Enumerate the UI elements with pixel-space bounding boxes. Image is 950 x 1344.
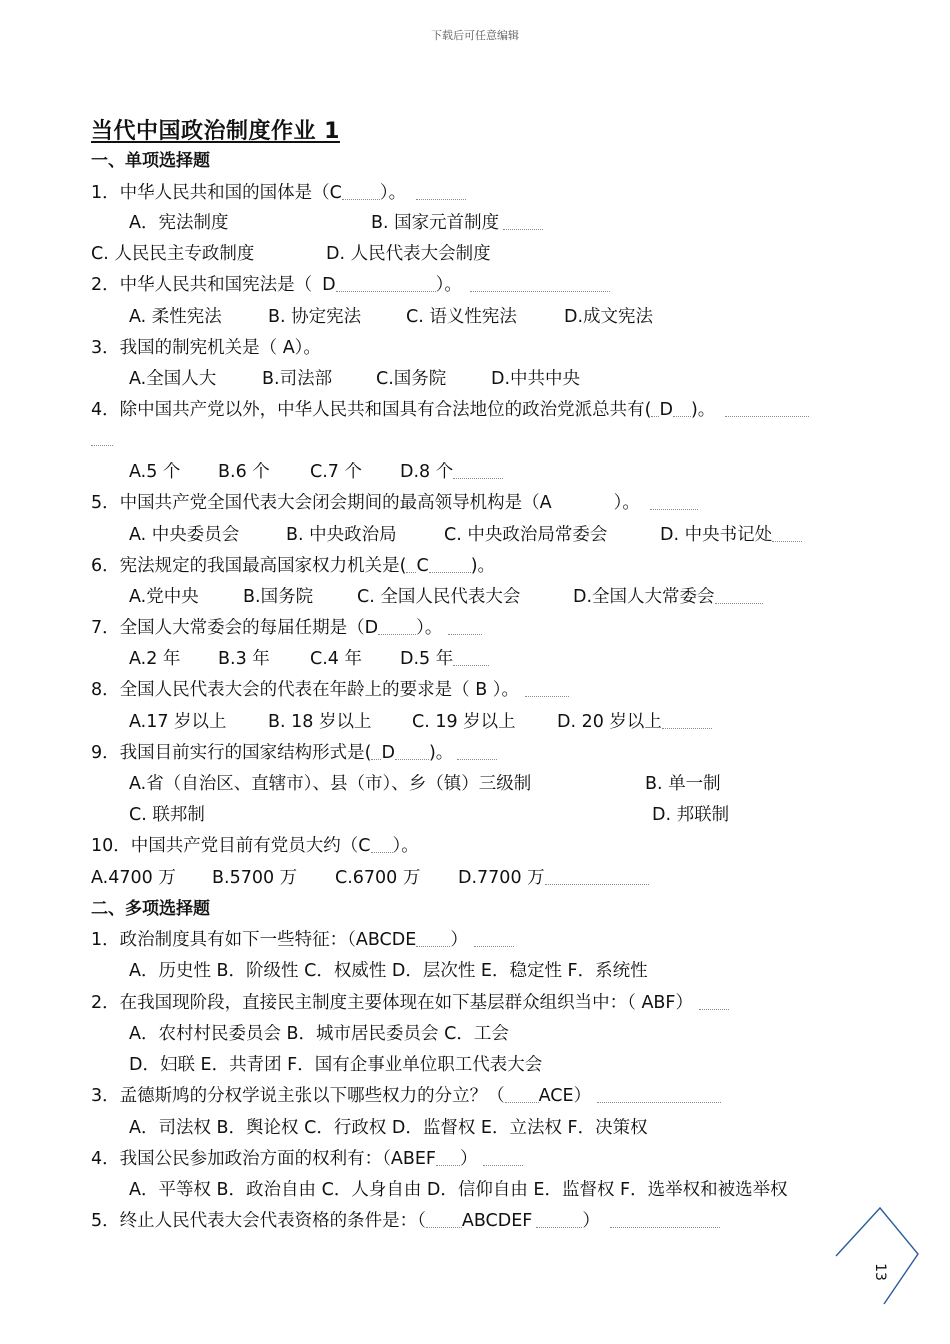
options-line: A．农村村民委员会 B．城市居民委员会 C．工会 bbox=[129, 1024, 509, 1044]
answer: C bbox=[329, 183, 342, 203]
option: B. 协定宪法 bbox=[268, 307, 362, 327]
answer: C bbox=[358, 836, 371, 856]
option: C.国务院 bbox=[376, 369, 447, 389]
answer: D bbox=[364, 618, 379, 638]
option: A.党中央 bbox=[129, 587, 199, 607]
option: A.全国人大 bbox=[129, 369, 217, 389]
question-9: 9．我国目前实行的国家结构形式是( D )。 bbox=[91, 742, 497, 764]
document-title: 当代中国政治制度作业 1 bbox=[91, 119, 340, 144]
option: D. 中央书记处 bbox=[660, 524, 802, 546]
option: A. 中央委员会 bbox=[129, 525, 240, 545]
answer: ACE bbox=[538, 1086, 574, 1106]
question-text: 1．中华人民共和国的国体是（ bbox=[91, 183, 330, 203]
page-header: 下载后可任意编辑 bbox=[431, 29, 519, 42]
question-8: 8．全国人民代表大会的代表在年龄上的要求是（ B ）。 bbox=[91, 679, 569, 701]
option: A. 柔性宪法 bbox=[129, 307, 222, 327]
option: D.5 年 bbox=[400, 648, 489, 670]
question-4: 4．除中国共产党以外，中华人民共和国具有合法地位的政治党派总共有( D )。 bbox=[91, 399, 809, 421]
option: D. 20 岁以上 bbox=[557, 711, 712, 733]
option: C. 中央政治局常委会 bbox=[444, 525, 608, 545]
answer: D bbox=[659, 400, 673, 420]
continuation-dots bbox=[91, 428, 113, 450]
option: B. 18 岁以上 bbox=[268, 712, 372, 732]
option: A.省（自治区、直辖市）、县（市）、乡（镇）三级制 bbox=[129, 774, 532, 794]
option: A.17 岁以上 bbox=[129, 712, 227, 732]
multi-question-3: 3．孟德斯鸠的分权学说主张以下哪些权力的分立？（ ACE） bbox=[91, 1085, 721, 1107]
option: C. 联邦制 bbox=[129, 805, 205, 825]
option: A.2 年 bbox=[129, 649, 181, 669]
options-line: A．平等权 B．政治自由 C．人身自由 D．信仰自由 E．监督权 F．选举权和被选举权 bbox=[129, 1180, 788, 1200]
option: C.7 个 bbox=[310, 462, 362, 482]
answer: D bbox=[381, 743, 395, 763]
options-line: D．妇联 E．共青团 F．国有企事业单位职工代表大会 bbox=[129, 1055, 543, 1075]
option: B. 单一制 bbox=[645, 774, 721, 794]
question-5: 5．中国共产党全国代表大会闭会期间的最高领导机构是（A ）。 bbox=[91, 492, 698, 514]
question-3: 3．我国的制宪机关是（ A）。 bbox=[91, 338, 321, 358]
options-line: A．历史性 B．阶级性 C．权威性 D．层次性 E．稳定性 F．系统性 bbox=[129, 961, 648, 981]
option: C.4 年 bbox=[310, 649, 362, 669]
option: C. 人民民主专政制度 bbox=[91, 244, 255, 264]
answer: ABCDEF bbox=[461, 1211, 533, 1231]
option: A．宪法制度 bbox=[129, 213, 229, 233]
answer: D bbox=[322, 275, 336, 295]
question-6: 6．宪法规定的我国最高国家权力机关是( C )。 bbox=[91, 556, 496, 576]
question-2: 2．中华人民共和国宪法是（ D ）。 bbox=[91, 274, 610, 296]
section-heading-single: 一、单项选择题 bbox=[91, 151, 210, 171]
option: D.7700 万 bbox=[458, 867, 649, 889]
option: B.6 个 bbox=[218, 462, 270, 482]
question-10: 10．中国共产党目前有党员大约（C ）。 bbox=[91, 836, 419, 856]
question-7: 7．全国人大常委会的每届任期是（D ）。 bbox=[91, 617, 482, 639]
multi-question-1: 1．政治制度具有如下一些特征：（ABCDE ） bbox=[91, 929, 514, 951]
option: D.成文宪法 bbox=[564, 307, 654, 327]
option: C. 全国人民代表大会 bbox=[357, 587, 521, 607]
option: C. 语义性宪法 bbox=[406, 307, 517, 327]
multi-question-5: 5．终止人民代表大会代表资格的条件是：（ ABCDEF ） bbox=[91, 1210, 720, 1232]
option: D.中共中央 bbox=[491, 369, 581, 389]
question-suffix: ）。 bbox=[379, 183, 407, 203]
option: C.6700 万 bbox=[335, 868, 421, 888]
option: D.全国人大常委会 bbox=[573, 586, 763, 608]
multi-question-2: 2．在我国现阶段，直接民主制度主要体现在如下基层群众组织当中：（ ABF） bbox=[91, 992, 729, 1014]
options-line: A．司法权 B．舆论权 C．行政权 D．监督权 E．立法权 F．决策权 bbox=[129, 1118, 648, 1138]
page-number: 13 bbox=[872, 1263, 888, 1281]
multi-question-4: 4．我国公民参加政治方面的权利有：（ABEF ） bbox=[91, 1148, 523, 1170]
answer: C bbox=[416, 556, 429, 576]
option: A.5 个 bbox=[129, 462, 181, 482]
option: A.4700 万 bbox=[91, 868, 176, 888]
question-1 bbox=[91, 182, 466, 204]
option: D. 人民代表大会制度 bbox=[326, 244, 491, 264]
option: D. 邦联制 bbox=[652, 805, 730, 825]
option: B.国务院 bbox=[243, 587, 314, 607]
option: B.3 年 bbox=[218, 649, 270, 669]
option: B. 中央政治局 bbox=[286, 525, 397, 545]
option: B.司法部 bbox=[262, 369, 333, 389]
option: C. 19 岁以上 bbox=[412, 712, 516, 732]
option: B.5700 万 bbox=[212, 868, 298, 888]
option: B. 国家元首制度 bbox=[371, 212, 543, 234]
option: D.8 个 bbox=[400, 461, 503, 483]
section-heading-multiple: 二、多项选择题 bbox=[91, 899, 210, 919]
